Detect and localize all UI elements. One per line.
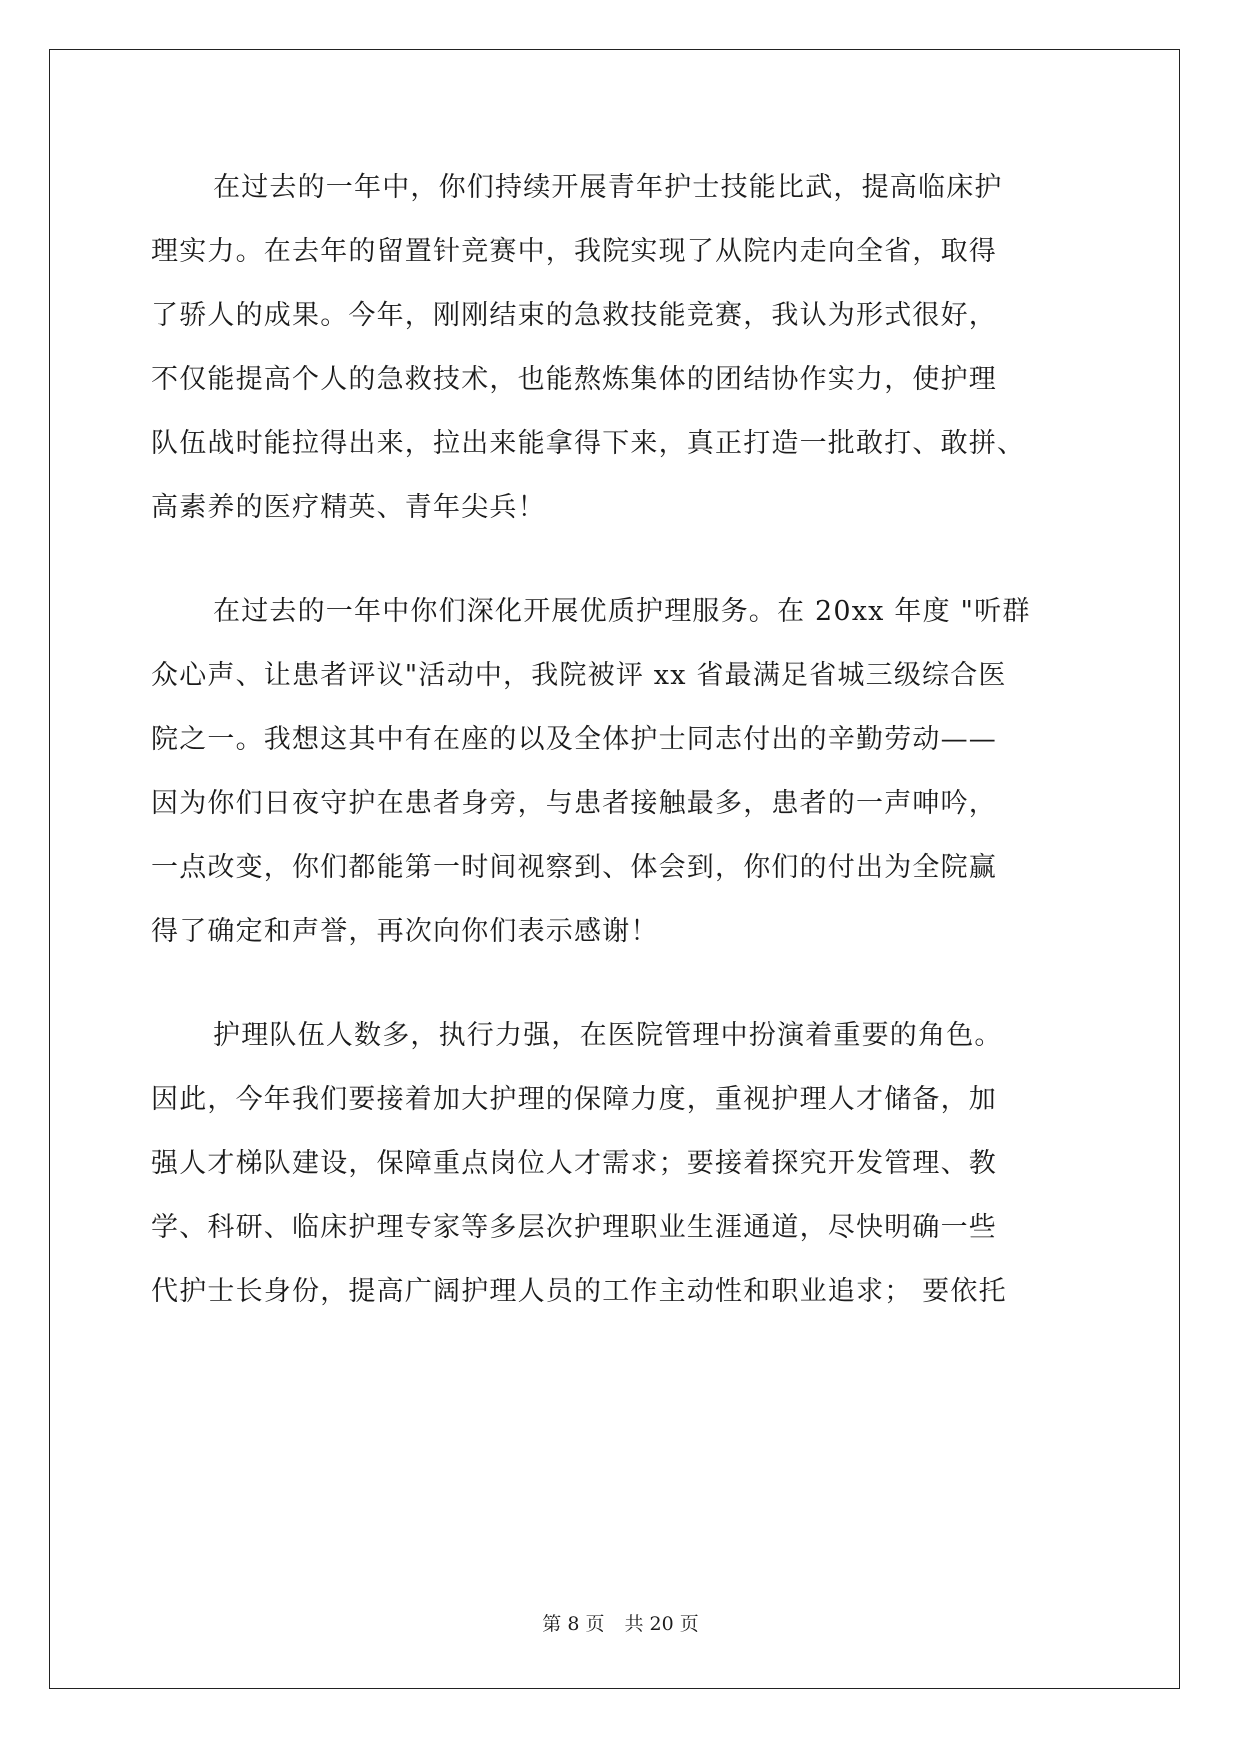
document-body: [151, 156, 1087, 1324]
text-line: 了骄人的成果。今年，刚刚结束的急救技能竞赛，我认为形式很好，: [151, 300, 997, 331]
text-line: 护理队伍人数多，执行力强，在医院管理中扮演着重要的角色。: [213, 1020, 1003, 1051]
text-line: 代护士长身份，提高广阔护理人员的工作主动性和职业追求； 要依托: [151, 1276, 1007, 1307]
text-line: 学、科研、临床护理专家等多层次护理职业生涯通道，尽快明确一些: [151, 1212, 997, 1243]
text-line: 高素养的医疗精英、青年尖兵！: [151, 492, 546, 523]
text-line: 强人才梯队建设，保障重点岗位人才需求；要接着探究开发管理、教: [151, 1148, 997, 1179]
text-line: 在过去的一年中，你们持续开展青年护士技能比武，提高临床护: [213, 172, 1003, 203]
text-line: 因此，今年我们要接着加大护理的保障力度，重视护理人才储备，加: [151, 1084, 997, 1115]
text-line: 队伍战时能拉得出来，拉出来能拿得下来，真正打造一批敢打、敢拼、: [151, 428, 1026, 459]
text-line: 院之一。我想这其中有在座的以及全体护士同志付出的辛勤劳动——: [151, 724, 997, 755]
page-footer: [0, 1612, 1241, 1636]
text-line: 因为你们日夜守护在患者身旁，与患者接触最多，患者的一声呻吟，: [151, 788, 997, 819]
text-line: 得了确定和声誉，再次向你们表示感谢！: [151, 916, 659, 947]
text-line: 理实力。在去年的留置针竞赛中，我院实现了从院内走向全省，取得: [151, 236, 997, 267]
text-line: 不仅能提高个人的急救技术，也能熬炼集体的团结协作实力，使护理: [151, 364, 997, 395]
text-line: 众心声、让患者评议"活动中，我院被评 xx 省最满足省城三级综合医: [151, 660, 1007, 691]
text-line: 一点改变，你们都能第一时间视察到、体会到，你们的付出为全院赢: [151, 852, 997, 883]
current-page-label: 第 8 页: [542, 1613, 605, 1635]
total-pages-label: 共 20 页: [624, 1613, 699, 1635]
text-line: 在过去的一年中你们深化开展优质护理服务。在 20xx 年度 "听群: [213, 596, 1031, 627]
